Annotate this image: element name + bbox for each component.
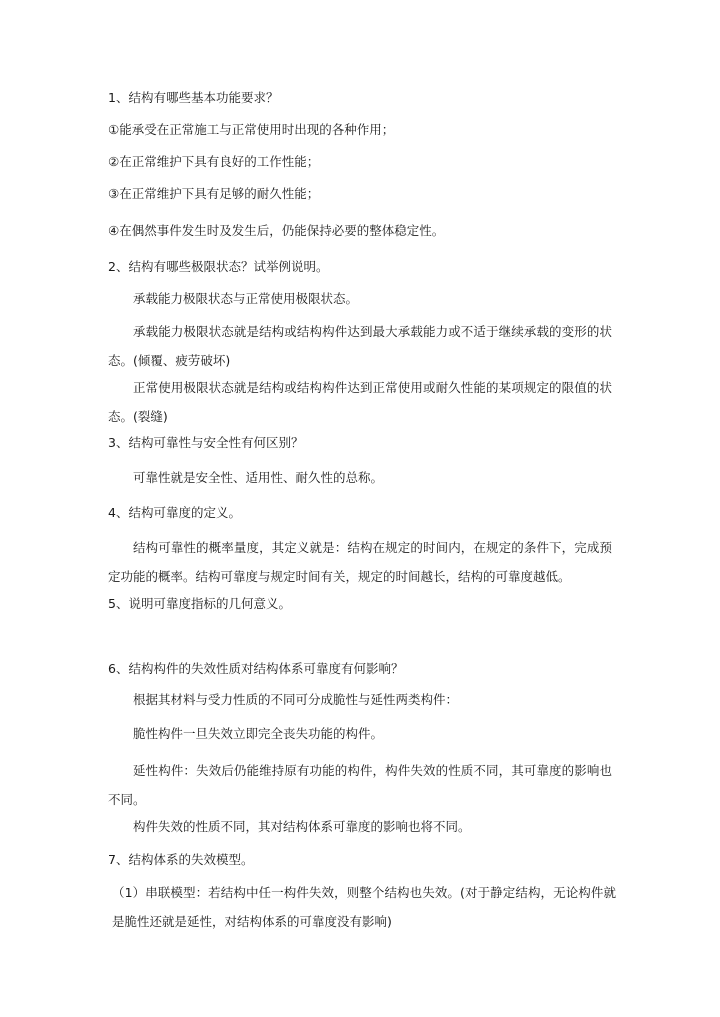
answer-1-item-3: ③在正常维护下具有足够的耐久性能； — [108, 186, 320, 201]
question-6-heading: 6、结构构件的失效性质对结构体系可靠度有何影响？ — [108, 661, 404, 676]
answer-2-ultimate-limit-state: 承载能力极限状态就是结构或结构构件达到最大承载能力或不适于继续承载的变形的状态。(倾覆、疲劳破坏) — [108, 324, 612, 368]
answer-3: 可靠性就是安全性、适用性、耐久性的总称。 — [133, 470, 384, 485]
answer-6-ductile: 延性构件：失效后仍能维持原有功能的构件，构件失效的性质不同，其可靠度的影响也不同。 — [108, 763, 612, 807]
question-5-heading: 5、说明可靠度指标的几何意义。 — [108, 596, 291, 611]
answer-2-summary: 承载能力极限状态与正常使用极限状态。 — [133, 291, 359, 306]
answer-4: 结构可靠性的概率量度，其定义就是：结构在规定的时间内，在规定的条件下，完成预定功能的概率。结构可靠度与规定时间有关，规定的时间越长，结构的可靠度越低。 — [108, 540, 612, 584]
answer-1-item-1: ①能承受在正常施工与正常使用时出现的各种作用； — [108, 122, 395, 137]
answer-1-item-2: ②在正常维护下具有良好的工作性能； — [108, 154, 320, 169]
answer-6-intro: 根据其材料与受力性质的不同可分成脆性与延性两类构件： — [133, 692, 459, 707]
answer-6-brittle: 脆性构件一旦失效立即完全丧失功能的构件。 — [133, 726, 384, 741]
question-4-heading: 4、结构可靠度的定义。 — [108, 505, 241, 520]
answer-2-serviceability-limit-state: 正常使用极限状态就是结构或结构构件达到正常使用或耐久性能的某项规定的限值的状态。(裂缝) — [108, 380, 612, 424]
question-7-heading: 7、结构体系的失效模型。 — [108, 852, 254, 867]
answer-1-item-4: ④在偶然事件发生时及发生后，仍能保持必要的整体稳定性。 — [108, 223, 445, 238]
question-3-heading: 3、结构可靠性与安全性有何区别？ — [108, 435, 304, 450]
answer-6-conclusion: 构件失效的性质不同，其对结构体系可靠度的影响也将不同。 — [133, 819, 471, 834]
question-1-heading: 1、结构有哪些基本功能要求？ — [108, 90, 279, 105]
answer-7-series-model: （1）串联模型：若结构中任一构件失效，则整个结构也失效。(对于静定结构，无论构件就是脆性还就是延性，对结构体系的可靠度没有影响) — [112, 885, 616, 929]
question-2-heading: 2、结构有哪些极限状态？试举例说明。 — [108, 259, 329, 274]
